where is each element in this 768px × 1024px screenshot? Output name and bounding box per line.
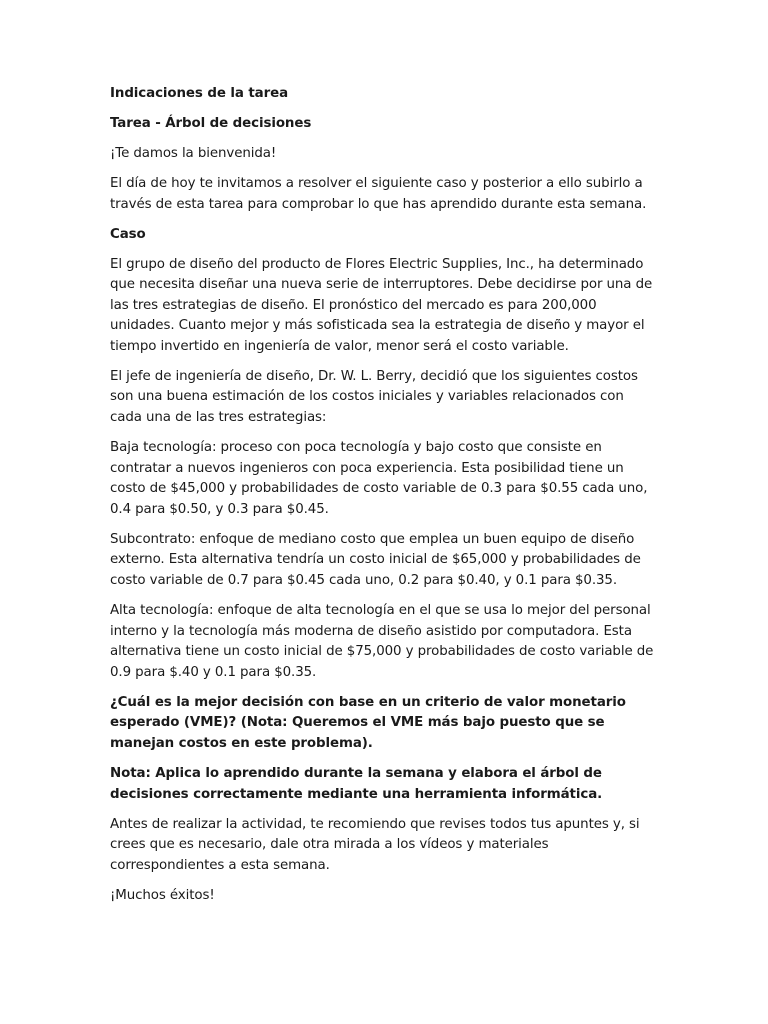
high-tech-paragraph: Alta tecnología: enfoque de alta tecnología en el que se usa lo mejor del personal interno y la tecnología más moderna de diseño asistido por computadora. Esta alternativa tiene un costo inicial de $75,000 y probabilidades de costo variable de 0.9 para $.40 y 0.1 para $0.35. (110, 602, 654, 680)
subcontract-paragraph: Subcontrato: enfoque de mediano costo que emplea un buen equipo de diseño externo. Esta alternativa tendría un costo inicial de $65,000 y probabilidades de costo variable de 0.7 para $0.45 cada uno, 0.2 para $0.40, y 0.1 para $0.35. (110, 531, 641, 588)
case-paragraph-1: El grupo de diseño del producto de Flores Electric Supplies, Inc., ha determinado que necesita diseñar una nueva serie de interruptores. Debe decidirse por una de las tres estrategias de diseño. El pronóstico del mercado es para 200,000 unidades. Cuanto mejor y más sofisticada sea la estrategia de diseño y mayor el tiempo invertido en ingeniería de valor, menor será el costo variable. (110, 256, 653, 354)
case-title: Caso (110, 226, 146, 242)
welcome-text: ¡Te damos la bienvenida! (110, 145, 277, 161)
intro-paragraph: El día de hoy te invitamos a resolver el siguiente caso y posterior a ello subirlo a través de esta tarea para comprobar lo que has aprendido durante esta semana. (110, 175, 647, 212)
task-title: Tarea - Árbol de decisiones (110, 115, 312, 131)
note-paragraph: Nota: Aplica lo aprendido durante la semana y elabora el árbol de decisiones correctamente mediante una herramienta informática. (110, 765, 603, 802)
document-page (110, 84, 658, 916)
question-paragraph: ¿Cuál es la mejor decisión con base en un criterio de valor monetario esperado (VME)? (Nota: Queremos el VME más bajo puesto que se manejan costos en este problema). (110, 694, 626, 751)
closing-text: ¡Muchos éxitos! (110, 887, 215, 903)
case-paragraph-2: El jefe de ingeniería de diseño, Dr. W. L. Berry, decidió que los siguientes costos son una buena estimación de los costos iniciales y variables relacionados con cada una de las tres estrategias: (110, 368, 638, 426)
advice-paragraph: Antes de realizar la actividad, te recomiendo que revises todos tus apuntes y, si crees que es necesario, dale otra mirada a los vídeos y materiales correspondientes a esta semana. (110, 816, 640, 873)
low-tech-paragraph: Baja tecnología: proceso con poca tecnología y bajo costo que consiste en contratar a nuevos ingenieros con poca experiencia. Esta posibilidad tiene un costo de $45,000 y probabilidades de costo variable de 0.3 para $0.55 cada uno, 0.4 para $0.50, y 0.3 para $0.45. (110, 440, 648, 517)
document-heading: Indicaciones de la tarea (110, 86, 289, 101)
